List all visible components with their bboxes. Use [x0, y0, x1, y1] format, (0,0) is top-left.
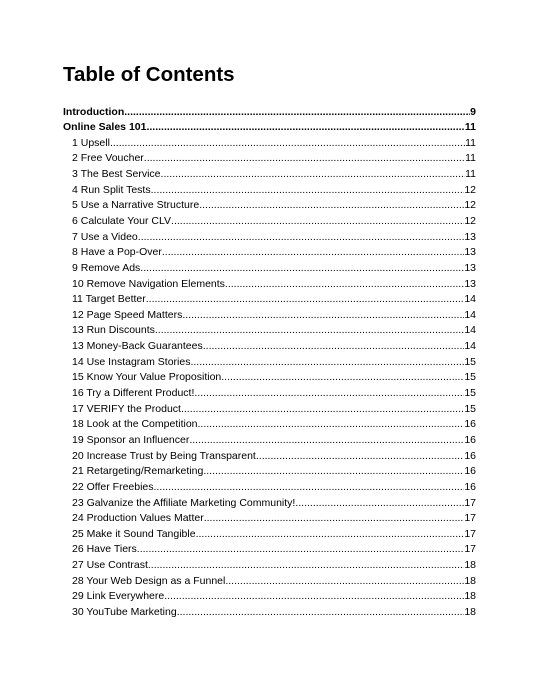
dot-leader: [151, 183, 465, 199]
toc-page-number: 16: [464, 480, 476, 493]
toc-entry-label: 10 Remove Navigation Elements: [72, 277, 225, 290]
toc-section-entry[interactable]: [63, 214, 476, 230]
toc-entry-label: 1 Upsell: [72, 136, 110, 149]
toc-section-entry[interactable]: [63, 386, 476, 402]
dot-leader: [140, 261, 464, 277]
toc-page-number: 13: [464, 261, 476, 274]
toc-section-entry[interactable]: [63, 589, 476, 605]
toc-section-entry[interactable]: [63, 198, 476, 214]
toc-page-number: 11: [465, 152, 476, 165]
toc-chapter-entry[interactable]: [63, 120, 476, 136]
toc-section-entry[interactable]: [63, 464, 476, 480]
dot-leader: [198, 417, 465, 433]
dot-leader: [138, 230, 465, 246]
dot-leader: [146, 292, 465, 308]
toc-page-number: 9: [470, 105, 476, 118]
toc-section-entry[interactable]: [63, 261, 476, 277]
toc-page-number: 18: [464, 574, 476, 587]
toc-section-entry[interactable]: [63, 496, 476, 512]
toc-entry-label: 7 Use a Video: [72, 230, 138, 243]
toc-section-entry[interactable]: [63, 277, 476, 293]
dot-leader: [161, 167, 466, 183]
dot-leader: [203, 339, 465, 355]
toc-page-number: 12: [464, 199, 476, 212]
dot-leader: [199, 198, 464, 214]
toc-page-number: 17: [464, 543, 476, 556]
toc-entry-label: 20 Increase Trust by Being Transparent: [72, 449, 256, 462]
toc-section-entry[interactable]: [63, 323, 476, 339]
toc-page-number: 16: [464, 449, 476, 462]
toc-page-number: 14: [464, 308, 476, 321]
toc-page-number: 17: [464, 496, 476, 509]
toc-entry-label: 13 Run Discounts: [72, 324, 155, 337]
toc-entry-label: 21 Retargeting/Remarketing: [72, 465, 204, 478]
toc-page-number: 18: [464, 590, 476, 603]
toc-section-entry[interactable]: [63, 151, 476, 167]
toc-entry-label: 23 Galvanize the Affiliate Marketing Community!: [72, 496, 296, 509]
toc-entry-label: 16 Try a Different Product!: [72, 387, 195, 400]
toc-section-entry[interactable]: [63, 308, 476, 324]
toc-section-entry[interactable]: [63, 417, 476, 433]
dot-leader: [204, 511, 465, 527]
dot-leader: [124, 105, 470, 121]
toc-section-entry[interactable]: [63, 449, 476, 465]
toc-section-entry[interactable]: [63, 339, 476, 355]
dot-leader: [137, 542, 465, 558]
dot-leader: [181, 402, 464, 418]
toc-entry-label: Online Sales 101: [63, 121, 147, 134]
toc-section-entry[interactable]: [63, 292, 476, 308]
toc-entry-label: 26 Have Tiers: [72, 543, 137, 556]
toc-section-entry[interactable]: [63, 370, 476, 386]
toc-section-entry[interactable]: [63, 542, 476, 558]
toc-section-entry[interactable]: [63, 605, 476, 621]
toc-page-number: 15: [464, 387, 476, 400]
dot-leader: [194, 386, 464, 402]
toc-page-number: 13: [464, 277, 476, 290]
toc-section-entry[interactable]: [63, 511, 476, 527]
dot-leader: [221, 370, 464, 386]
toc-entry-label: 24 Production Values Matter: [72, 512, 204, 525]
dot-leader: [144, 151, 465, 167]
toc-section-entry[interactable]: [63, 136, 476, 152]
toc-section-entry[interactable]: [63, 355, 476, 371]
toc-page-number: 14: [464, 340, 476, 353]
toc-page-number: 13: [464, 230, 476, 243]
page-title: Table of Contents: [63, 63, 235, 86]
dot-leader: [225, 574, 464, 590]
toc-page-number: 16: [464, 418, 476, 431]
toc-section-entry[interactable]: [63, 574, 476, 590]
toc-entry-label: 25 Make it Sound Tangible: [72, 527, 196, 540]
toc-section-entry[interactable]: [63, 183, 476, 199]
dot-leader: [110, 136, 465, 152]
toc-entry-label: 11 Target Better: [72, 293, 146, 306]
toc-page-number: 17: [464, 512, 476, 525]
dot-leader: [177, 605, 465, 621]
toc-page-number: 15: [464, 355, 476, 368]
dot-leader: [225, 277, 464, 293]
toc-page-number: 11: [465, 136, 476, 149]
toc-section-entry[interactable]: [63, 527, 476, 543]
toc-entry-label: 5 Use a Narrative Structure: [72, 199, 200, 212]
toc-page-number: 12: [464, 214, 476, 227]
dot-leader: [196, 527, 465, 543]
toc-entry-label: 8 Have a Pop-Over: [72, 246, 162, 259]
toc-page-number: 15: [464, 371, 476, 384]
toc-page-number: 16: [464, 465, 476, 478]
toc-entry-label: 28 Your Web Design as a Funnel: [72, 574, 226, 587]
toc-entry-label: 3 The Best Service: [72, 168, 161, 181]
toc-entry-label: 22 Offer Freebies: [72, 480, 154, 493]
toc-page-number: 12: [464, 183, 476, 196]
dot-leader: [162, 245, 464, 261]
toc-page-number: 14: [464, 324, 476, 337]
dot-leader: [146, 120, 464, 136]
toc-entry-label: 30 YouTube Marketing: [72, 606, 177, 618]
dot-leader: [164, 589, 464, 605]
toc-page-number: 18: [464, 559, 476, 572]
toc-page-number: 17: [464, 527, 476, 540]
toc-entry-label: 13 Money-Back Guarantees: [72, 340, 203, 353]
toc-section-entry[interactable]: [63, 402, 476, 418]
dot-leader: [171, 214, 464, 230]
toc-section-entry[interactable]: [63, 167, 476, 183]
toc-entry-label: 12 Page Speed Matters: [72, 308, 183, 321]
toc-page-number: 11: [464, 121, 476, 134]
toc-section-entry[interactable]: [63, 433, 476, 449]
toc-entry-label: 19 Sponsor an Influencer: [72, 433, 190, 446]
toc-entry-label: 27 Use Contrast: [72, 559, 148, 572]
toc-entry-label: 29 Link Everywhere: [72, 590, 165, 603]
toc-page-number: 15: [464, 402, 476, 415]
dot-leader: [155, 323, 464, 339]
toc-page-number: 11: [465, 168, 476, 181]
toc-page-number: 13: [464, 246, 476, 259]
toc-section-entry[interactable]: [63, 230, 476, 246]
dot-leader: [295, 496, 464, 512]
toc-entry-label: 17 VERIFY the Product: [72, 402, 181, 415]
dot-leader: [154, 480, 465, 496]
dot-leader: [203, 464, 464, 480]
table-of-contents: [63, 105, 476, 621]
dot-leader: [148, 558, 464, 574]
toc-entry-label: 2 Free Voucher: [72, 152, 144, 165]
toc-page-number: 16: [464, 433, 476, 446]
toc-section-entry[interactable]: [63, 480, 476, 496]
toc-section-entry[interactable]: [63, 245, 476, 261]
dot-leader: [189, 433, 464, 449]
toc-entry-label: 15 Know Your Value Proposition: [72, 371, 222, 384]
toc-section-entry[interactable]: [63, 558, 476, 574]
toc-entry-label: 9 Remove Ads: [72, 261, 141, 274]
dot-leader: [256, 449, 464, 465]
toc-page-number: 18: [464, 606, 476, 618]
toc-entry-label: 4 Run Split Tests: [72, 183, 151, 196]
dot-leader: [190, 355, 464, 371]
dot-leader: [182, 308, 464, 324]
toc-entry-label: 14 Use Instagram Stories: [72, 355, 191, 368]
toc-entry-label: 6 Calculate Your CLV: [72, 214, 172, 227]
toc-page-number: 14: [464, 293, 476, 306]
toc-entry-label: Introduction: [63, 105, 125, 118]
toc-chapter-entry[interactable]: [63, 105, 476, 121]
toc-entry-label: 18 Look at the Competition: [72, 418, 198, 431]
